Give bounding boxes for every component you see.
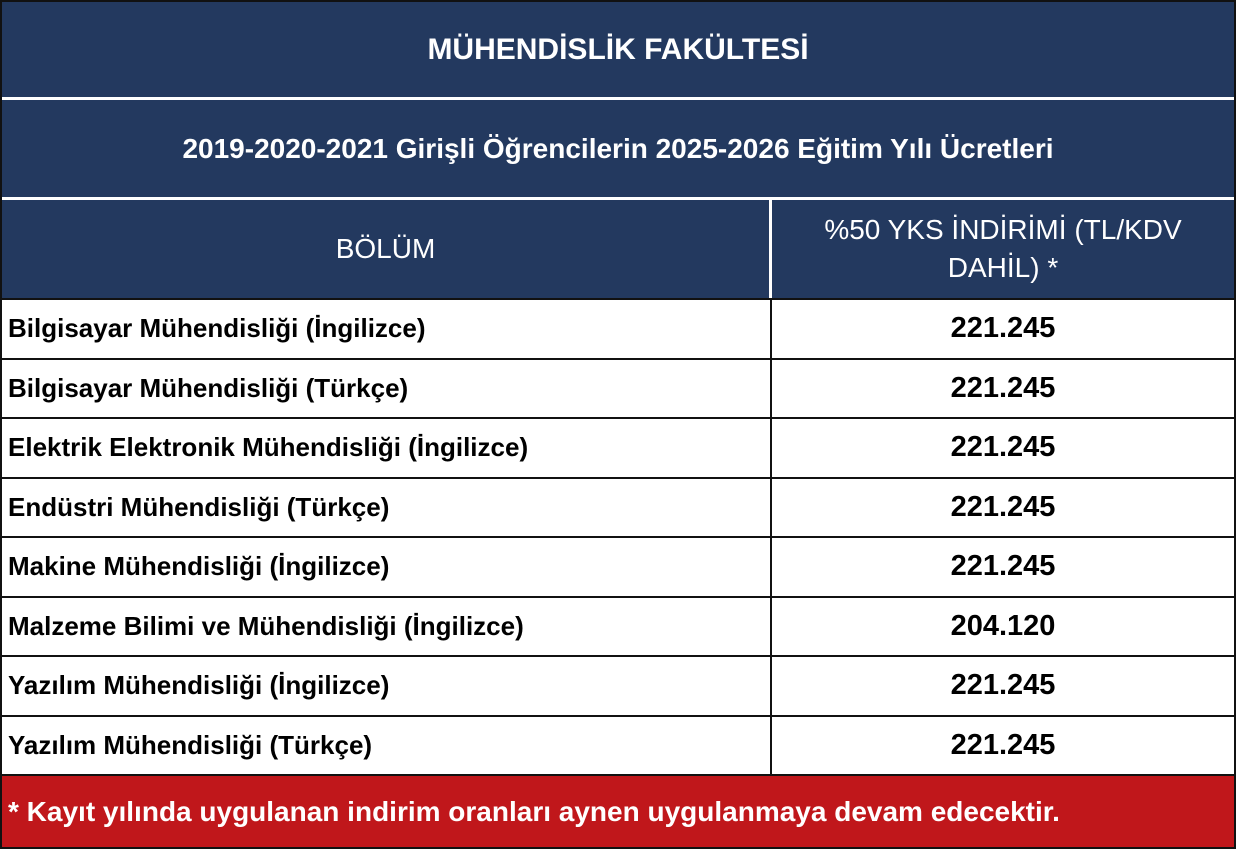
department-name: Bilgisayar Mühendisliği (İngilizce) [2, 300, 772, 358]
department-name: Endüstri Mühendisliği (Türkçe) [2, 479, 772, 537]
column-header-department-label: BÖLÜM [335, 233, 436, 264]
department-name: Elektrik Elektronik Mühendisliği (İngilizce) [2, 419, 772, 477]
faculty-title: MÜHENDİSLİK FAKÜLTESİ [427, 32, 809, 66]
table-body [2, 300, 1234, 776]
fee-value: 204.120 [950, 609, 1056, 642]
table-row [2, 657, 1234, 717]
footnote-text: * Kayıt yılında uygulanan indirim oranları aynen uygulanmaya devam edecektir. [8, 795, 1060, 827]
footnote-band [2, 776, 1234, 847]
department-name: Yazılım Mühendisliği (Türkçe) [2, 717, 772, 775]
table-row [2, 538, 1234, 598]
fee-value: 221.245 [950, 312, 1056, 345]
table-row [2, 419, 1234, 479]
department-name: Malzeme Bilimi ve Mühendisliği (İngilizce) [2, 598, 772, 656]
table-row [2, 360, 1234, 420]
fee-value: 221.245 [950, 371, 1056, 404]
table-header-row [2, 200, 1234, 300]
department-name: Yazılım Mühendisliği (İngilizce) [2, 657, 772, 715]
fee-value: 221.245 [950, 669, 1056, 702]
faculty-title-band [2, 2, 1234, 100]
column-header-fee [772, 200, 1234, 298]
department-name: Makine Mühendisliği (İngilizce) [2, 538, 772, 596]
table-row [2, 300, 1234, 360]
fee-period-subtitle: 2019-2020-2021 Girişli Öğrencilerin 2025-2026 Eğitim Yılı Ücretleri [182, 132, 1054, 164]
column-header-fee-label: %50 YKS İNDİRİMİ (TL/KDV DAHİL) * [824, 214, 1182, 283]
fee-period-band [2, 100, 1234, 200]
department-name: Bilgisayar Mühendisliği (Türkçe) [2, 360, 772, 418]
fee-value: 221.245 [950, 490, 1056, 523]
fee-value: 221.245 [950, 728, 1056, 761]
table-row [2, 598, 1234, 658]
column-header-department [2, 200, 772, 298]
table-row [2, 717, 1234, 777]
fee-value: 221.245 [950, 550, 1056, 583]
table-row [2, 479, 1234, 539]
fee-value: 221.245 [950, 431, 1056, 464]
